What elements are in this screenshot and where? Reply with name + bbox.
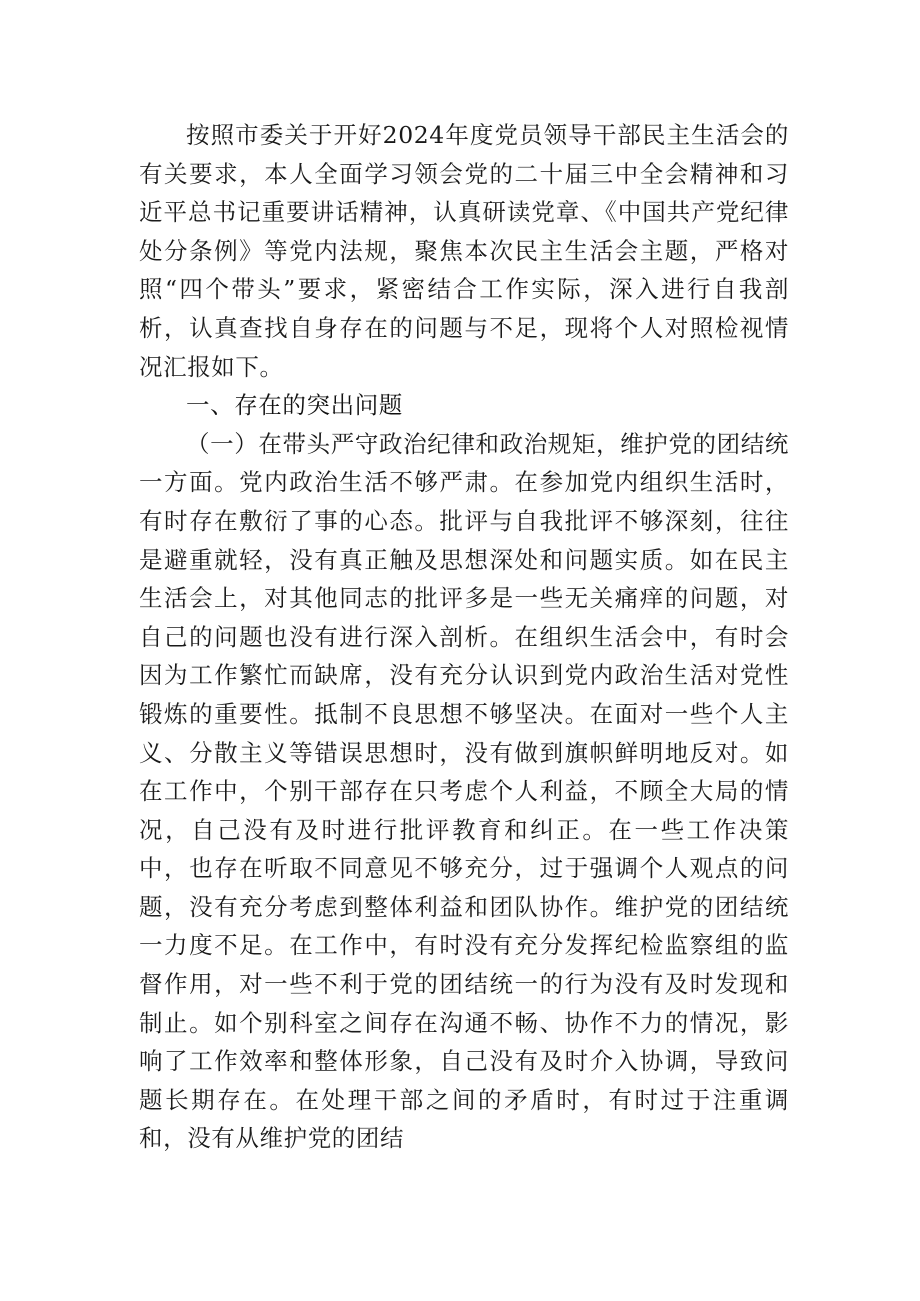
section-paragraph: （一）在带头严守政治纪律和政治规矩，维护党的团结统一方面。党内政治生活不够严肃。在参加党内组织生活时，有时存在敷衍了事的心态。批评与自我批评不够深刻，往往是避重就轻，没有真正触及思想深处和问题实质。如在民主生活会上，对其他同志的批评多是一些无关痛痒的问题，对自己的问题也没有进行深入剖析。在组织生活会中，有时会因为工作繁忙而缺席，没有充分认识到党内政治生活对党性锻炼的重要性。抵制不良思想不够坚决。在面对一些个人主义、分散主义等错误思想时，没有做到旗帜鲜明地反对。如在工作中，个别干部存在只考虑个人利益，不顾全大局的情况，自己没有及时进行批评教育和纠正。在一些工作决策中，也存在听取不同意见不够充分，过于强调个人观点的问题，没有充分考虑到整体利益和团队协作。维护党的团结统一力度不足。在工作中，有时没有充分发挥纪检监察组的监督作用，对一些不利于党的团结统一的行为没有及时发现和制止。如个别科室之间存在沟通不畅、协作不力的情况，影响了工作效率和整体形象，自己没有及时介入协调，导致问题长期存在。在处理干部之间的矛盾时，有时过于注重调和，没有从维护党的团结	[139, 429, 789, 1153]
document-body	[139, 116, 789, 1158]
section-heading: 一、存在的突出问题	[186, 391, 403, 420]
intro-paragraph: 按照市委关于开好2024年度党员领导干部民主生活会的有关要求，本人全面学习领会党的二十届三中全会精神和习近平总书记重要讲话精神，认真研读党章、《中国共产党纪律处分条例》等党内法规，聚焦本次民主生活会主题，严格对照“四个带头”要求，紧密结合工作实际，深入进行自我剖析，认真查找自身存在的问题与不足，现将个人对照检视情况汇报如下。	[139, 121, 789, 381]
